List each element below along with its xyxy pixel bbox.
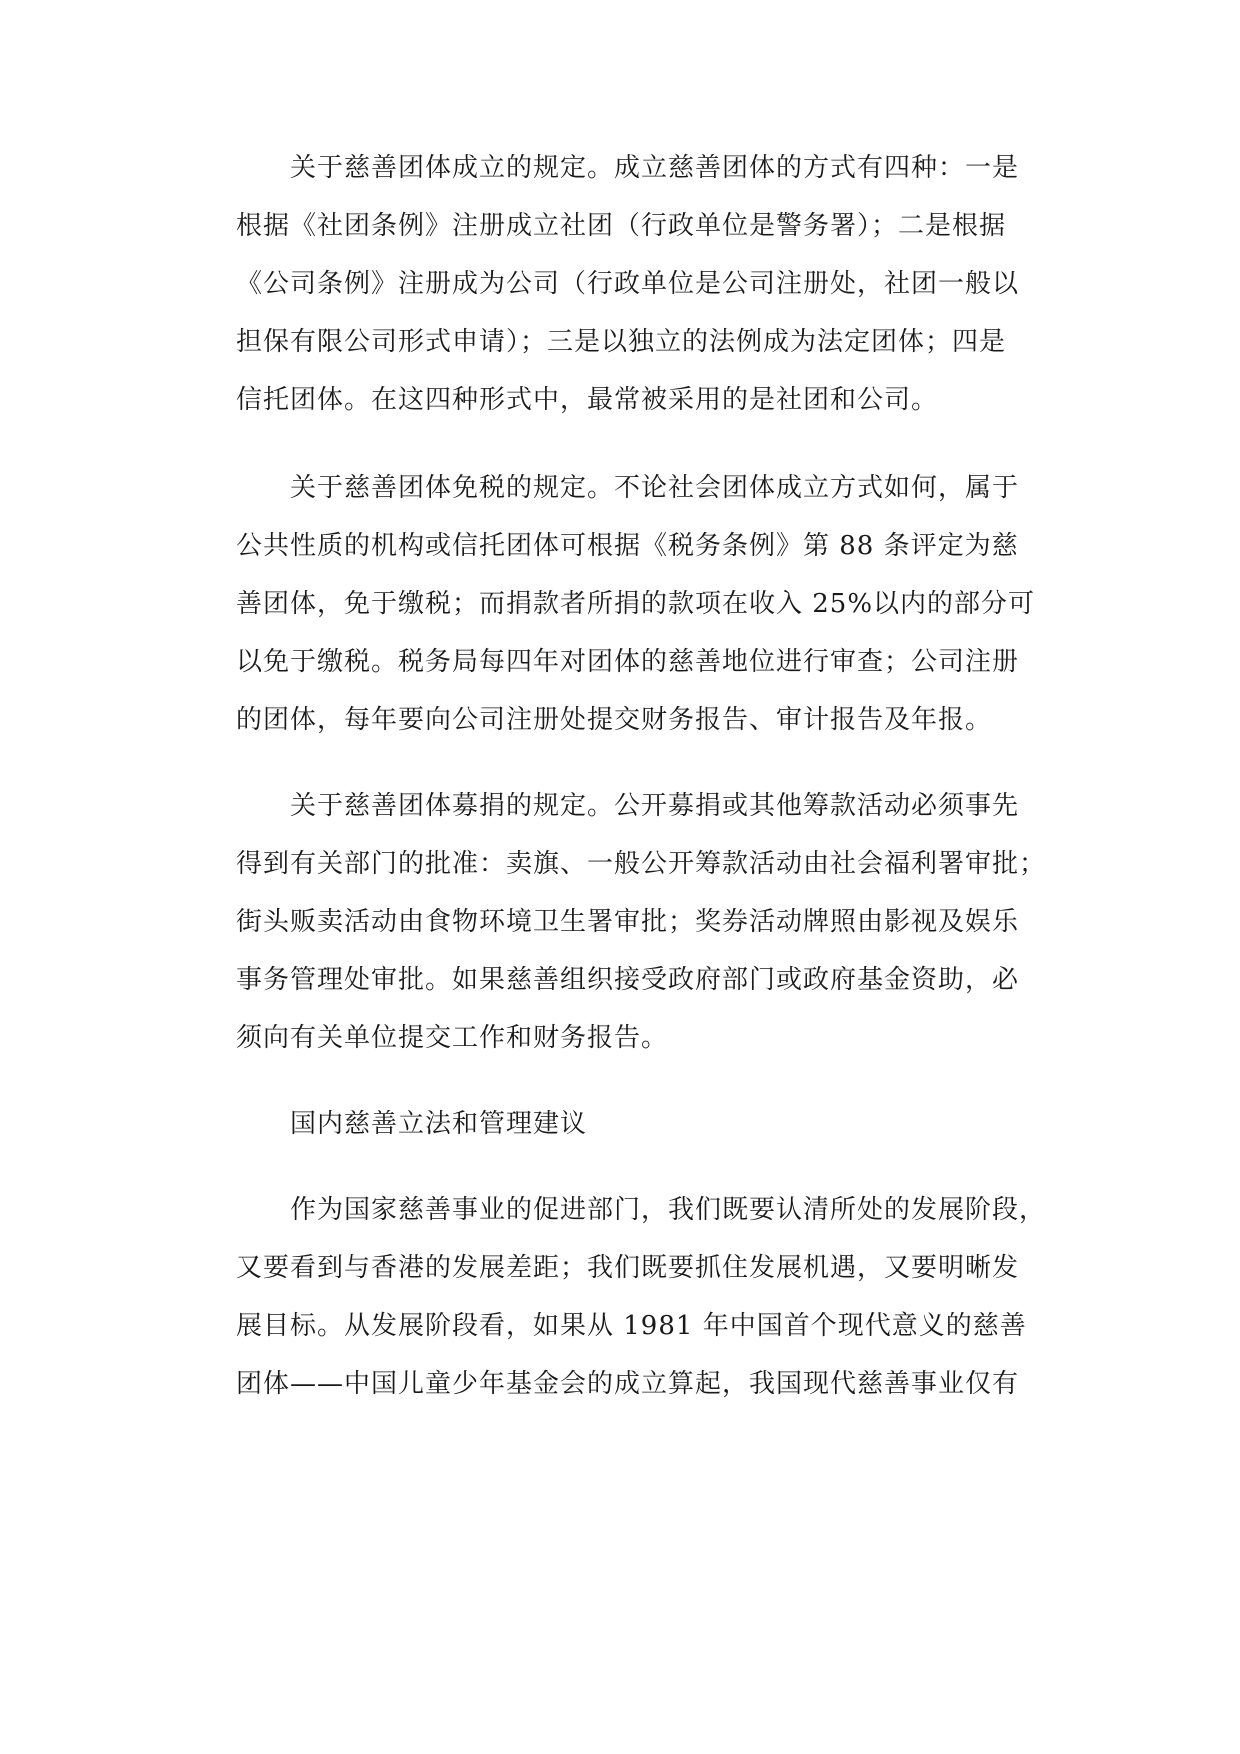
paragraph-3-line-4: 事务管理处审批。如果慈善组织接受政府部门或政府基金资助，必	[236, 965, 1020, 995]
paragraph-5-line-2: 又要看到与香港的发展差距；我们既要抓住发展机遇，又要明晰发	[236, 1253, 1020, 1283]
paragraph-5-line-4: 团体——中国儿童少年基金会的成立算起，我国现代慈善事业仅有	[236, 1369, 1020, 1399]
paragraph-1-line-1: 关于慈善团体成立的规定。成立慈善团体的方式有四种：一是	[290, 153, 1020, 183]
paragraph-3-line-5: 须向有关单位提交工作和财务报告。	[236, 1023, 669, 1053]
paragraph-2-line-5: 的团体，每年要向公司注册处提交财务报告、审计报告及年报。	[236, 705, 993, 735]
paragraph-3-line-2: 得到有关部门的批准：卖旗、一般公开筹款活动由社会福利署审批；	[236, 849, 1047, 879]
paragraph-3-line-3: 街头贩卖活动由食物环境卫生署审批；奖券活动牌照由影视及娱乐	[236, 907, 1020, 937]
paragraph-2-line-4: 以免于缴税。税务局每四年对团体的慈善地位进行审查；公司注册	[236, 647, 1020, 677]
paragraph-2-line-3: 善团体，免于缴税；而捐款者所捐的款项在收入 25%以内的部分可	[236, 589, 1036, 619]
paragraph-5-line-1: 作为国家慈善事业的促进部门，我们既要认清所处的发展阶段，	[290, 1195, 1047, 1225]
paragraph-3-line-1: 关于慈善团体募捐的规定。公开募捐或其他筹款活动必须事先	[290, 791, 1020, 821]
paragraph-5-line-3: 展目标。从发展阶段看，如果从 1981 年中国首个现代意义的慈善	[236, 1311, 1027, 1341]
paragraph-2-line-2: 公共性质的机构或信托团体可根据《税务条例》第 88 条评定为慈	[236, 531, 1019, 561]
paragraph-2-line-1: 关于慈善团体免税的规定。不论社会团体成立方式如何，属于	[290, 473, 1020, 503]
paragraph-1-line-5: 信托团体。在这四种形式中，最常被采用的是社团和公司。	[236, 385, 939, 415]
paragraph-1-line-4: 担保有限公司形式申请）；三是以独立的法例成为法定团体；四是	[236, 327, 1007, 357]
paragraph-1-line-2: 根据《社团条例》注册成立社团（行政单位是警务署）；二是根据	[236, 211, 1007, 241]
paragraph-1-line-3: 《公司条例》注册成为公司（行政单位是公司注册处，社团一般以	[236, 269, 1020, 299]
section-heading: 国内慈善立法和管理建议	[290, 1109, 588, 1139]
